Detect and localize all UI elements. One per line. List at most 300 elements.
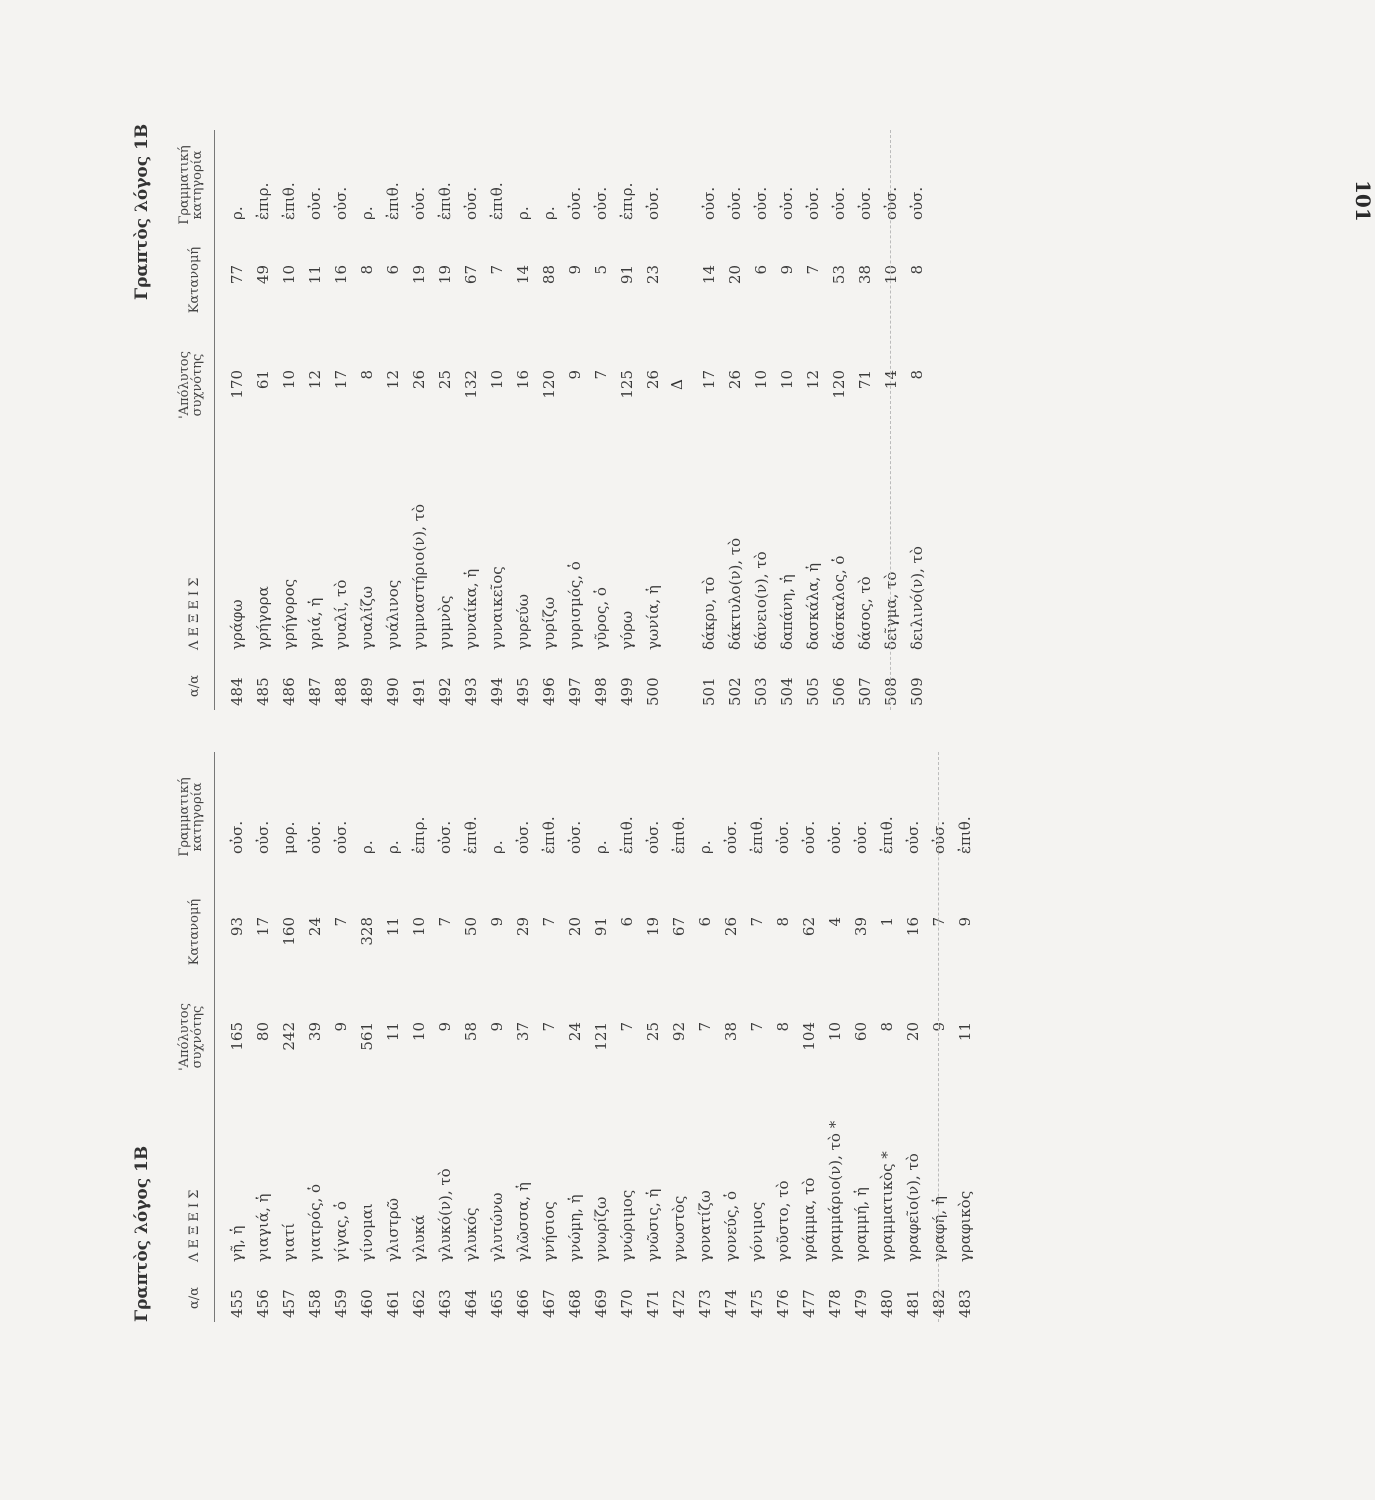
row-frequency: 165 xyxy=(228,1022,246,1051)
table-row xyxy=(718,752,744,1322)
row-number: 476 xyxy=(774,1289,792,1318)
row-number: 489 xyxy=(358,677,376,706)
row-frequency: 7 xyxy=(540,1022,558,1032)
row-distribution: 39 xyxy=(852,917,870,937)
row-word: γῆ, ἡ xyxy=(228,1225,246,1262)
row-category: ρ. xyxy=(540,206,558,220)
row-distribution: 49 xyxy=(254,265,272,285)
row-frequency: 37 xyxy=(514,1022,532,1042)
left-running-title: Γραπτὸς λόγος 1Β xyxy=(132,1145,152,1322)
table-row xyxy=(536,130,562,710)
row-word: δασκάλα, ἡ xyxy=(804,562,822,650)
row-frequency: 561 xyxy=(358,1022,376,1051)
row-number: 472 xyxy=(670,1289,688,1318)
row-number: 492 xyxy=(436,677,454,706)
row-frequency: 24 xyxy=(566,1022,584,1042)
row-distribution: 8 xyxy=(774,917,792,927)
row-number: 505 xyxy=(804,677,822,706)
row-word: γράμμα, τὸ xyxy=(800,1177,818,1262)
table-row xyxy=(692,752,718,1322)
row-word: γύρω xyxy=(618,610,636,650)
row-frequency: 60 xyxy=(852,1022,870,1042)
table-row xyxy=(224,752,250,1322)
row-distribution: 91 xyxy=(592,917,610,937)
row-frequency: 9 xyxy=(930,1022,948,1032)
row-word: γυρίζω xyxy=(540,596,558,650)
row-frequency: 242 xyxy=(280,1022,298,1051)
left-header-gram: Γραμματική κατηγορία xyxy=(177,777,205,857)
row-number: 508 xyxy=(882,677,900,706)
row-word: γῦρος, ὁ xyxy=(592,587,610,650)
row-category: οὐσ. xyxy=(514,820,532,854)
row-number: 486 xyxy=(280,677,298,706)
row-distribution: 26 xyxy=(722,917,740,937)
row-category: οὐσ. xyxy=(410,186,428,220)
row-frequency: 10 xyxy=(778,370,796,390)
row-frequency: 7 xyxy=(618,1022,636,1032)
row-frequency: 71 xyxy=(856,370,874,390)
row-frequency: 8 xyxy=(908,370,926,380)
row-frequency: 121 xyxy=(592,1022,610,1051)
row-category: ἐπιθ. xyxy=(488,182,506,220)
row-number: 458 xyxy=(306,1289,324,1318)
row-frequency: 7 xyxy=(748,1022,766,1032)
row-frequency: 38 xyxy=(722,1022,740,1042)
row-category: οὐσ. xyxy=(644,820,662,854)
table-row xyxy=(796,752,822,1322)
row-word: γοῦστο, τὸ xyxy=(774,1180,792,1262)
row-frequency: 61 xyxy=(254,370,272,390)
row-frequency: 9 xyxy=(436,1022,454,1032)
left-header-dist: Κατανομή xyxy=(187,898,202,966)
row-number: 467 xyxy=(540,1289,558,1318)
table-row xyxy=(250,752,276,1322)
row-number: 484 xyxy=(228,677,246,706)
table-row xyxy=(432,130,458,710)
row-frequency: 26 xyxy=(644,370,662,390)
row-number: 502 xyxy=(726,677,744,706)
row-distribution: 67 xyxy=(462,265,480,285)
table-row xyxy=(354,752,380,1322)
row-frequency: 58 xyxy=(462,1022,480,1042)
table-row xyxy=(484,130,510,710)
row-word: γυναίκα, ἡ xyxy=(462,568,480,650)
row-category: οὐσ. xyxy=(306,186,324,220)
row-category: ἐπιθ. xyxy=(280,182,298,220)
row-number: 490 xyxy=(384,677,402,706)
row-category: οὐσ. xyxy=(566,820,584,854)
row-category: ἐπιθ. xyxy=(540,816,558,854)
row-frequency: 20 xyxy=(904,1022,922,1042)
table-row xyxy=(826,130,852,710)
row-category: ρ. xyxy=(592,840,610,854)
row-distribution: 6 xyxy=(752,265,770,275)
row-distribution: 1 xyxy=(878,917,896,927)
table-row xyxy=(302,130,328,710)
row-frequency: 120 xyxy=(830,370,848,399)
table-row xyxy=(588,130,614,710)
row-category: ἐπιθ. xyxy=(748,816,766,854)
row-number: 462 xyxy=(410,1289,428,1318)
row-category: ρ. xyxy=(384,840,402,854)
footer-dashed-line xyxy=(938,752,940,1322)
row-frequency: 7 xyxy=(592,370,610,380)
row-word: γόνιμος xyxy=(748,1201,766,1262)
row-number: 460 xyxy=(358,1289,376,1318)
row-category: οὐσ. xyxy=(462,186,480,220)
row-distribution: 16 xyxy=(904,917,922,937)
row-number: 498 xyxy=(592,677,610,706)
row-category: ρ. xyxy=(514,206,532,220)
row-category: ρ. xyxy=(488,840,506,854)
row-distribution: 93 xyxy=(228,917,246,937)
row-number: 483 xyxy=(956,1289,974,1318)
row-distribution: 19 xyxy=(644,917,662,937)
table-row xyxy=(614,130,640,710)
row-category: οὐσ. xyxy=(826,820,844,854)
table-row xyxy=(640,752,666,1322)
table-row xyxy=(874,752,900,1322)
row-word: γυρισμός, ὁ xyxy=(566,561,584,650)
row-distribution: 67 xyxy=(670,917,688,937)
table-row xyxy=(536,752,562,1322)
row-number: 474 xyxy=(722,1289,740,1318)
row-frequency: 8 xyxy=(358,370,376,380)
row-distribution: 8 xyxy=(908,265,926,275)
table-row xyxy=(640,130,666,710)
row-word: γυρεύω xyxy=(514,593,532,650)
row-frequency: 10 xyxy=(280,370,298,390)
row-distribution: 17 xyxy=(254,917,272,937)
table-row xyxy=(380,130,406,710)
row-distribution: 11 xyxy=(384,917,402,937)
row-category: οὐσ. xyxy=(566,186,584,220)
row-number: 506 xyxy=(830,677,848,706)
row-number: 507 xyxy=(856,677,874,706)
row-word: γραφεῖο(ν), τὸ xyxy=(904,1153,922,1262)
row-frequency: 26 xyxy=(726,370,744,390)
row-frequency: 8 xyxy=(774,1022,792,1032)
row-number: 503 xyxy=(752,677,770,706)
table-row xyxy=(774,130,800,710)
table-row xyxy=(458,130,484,710)
row-word: δάκρυ, τὸ xyxy=(700,576,718,650)
row-distribution: 11 xyxy=(306,265,324,285)
row-category: ἐπιθ. xyxy=(618,816,636,854)
row-word: γρήγορος xyxy=(280,578,298,650)
right-frequency-table xyxy=(132,123,952,710)
row-category: ἐπιθ. xyxy=(878,816,896,854)
row-frequency: 16 xyxy=(514,370,532,390)
row-distribution: 6 xyxy=(618,917,636,927)
row-number: 455 xyxy=(228,1289,246,1318)
row-category: ἐπιθ. xyxy=(384,182,402,220)
row-word: γυαλί, τὸ xyxy=(332,579,350,650)
row-category: οὐσ. xyxy=(726,186,744,220)
table-row xyxy=(744,752,770,1322)
row-number: 478 xyxy=(826,1289,844,1318)
row-number: 477 xyxy=(800,1289,818,1318)
row-frequency: 170 xyxy=(228,370,246,399)
table-row xyxy=(614,752,640,1322)
row-distribution: 20 xyxy=(726,265,744,285)
table-row xyxy=(748,130,774,710)
row-word: γνήσιος xyxy=(540,1201,558,1262)
row-number: 471 xyxy=(644,1289,662,1318)
row-word: γραφή, ἡ xyxy=(930,1196,948,1262)
row-number: 485 xyxy=(254,677,272,706)
row-number: 475 xyxy=(748,1289,766,1318)
row-category: οὐσ. xyxy=(882,186,900,220)
right-header-freq: 'Απόλυτος συχνότης xyxy=(177,351,205,419)
row-number: 487 xyxy=(306,677,324,706)
row-distribution: 10 xyxy=(280,265,298,285)
row-word: γνώμη, ἡ xyxy=(566,1194,584,1262)
row-number: 497 xyxy=(566,677,584,706)
row-number: 499 xyxy=(618,677,636,706)
row-frequency: 125 xyxy=(618,370,636,399)
table-row xyxy=(458,752,484,1322)
row-number: 509 xyxy=(908,677,926,706)
row-distribution: 7 xyxy=(540,917,558,927)
row-number: 459 xyxy=(332,1289,350,1318)
left-header-num: α/α xyxy=(187,1287,202,1309)
row-frequency: 10 xyxy=(752,370,770,390)
row-distribution: 91 xyxy=(618,265,636,285)
row-distribution: 14 xyxy=(514,265,532,285)
row-category: οὐσ. xyxy=(306,820,324,854)
row-distribution: 7 xyxy=(488,265,506,275)
table-row xyxy=(406,752,432,1322)
row-number: 488 xyxy=(332,677,350,706)
row-word: γνωρίζω xyxy=(592,1196,610,1262)
row-number: 470 xyxy=(618,1289,636,1318)
row-number: 496 xyxy=(540,677,558,706)
row-word: γνώριμος xyxy=(618,1189,636,1262)
row-number: 461 xyxy=(384,1289,402,1318)
row-category: ἐπιρ. xyxy=(254,182,272,220)
row-number: 463 xyxy=(436,1289,454,1318)
table-row xyxy=(562,130,588,710)
row-number: 494 xyxy=(488,677,506,706)
row-frequency: 10 xyxy=(826,1022,844,1042)
row-word: γλυκό(ν), τὸ xyxy=(436,1168,454,1262)
row-distribution: 20 xyxy=(566,917,584,937)
row-category: οὐσ. xyxy=(228,820,246,854)
row-word: γυμναστήριο(ν), τὸ xyxy=(410,503,428,650)
section-letter-delta: Δ xyxy=(668,379,686,390)
row-category: οὐσ. xyxy=(752,186,770,220)
row-number: 465 xyxy=(488,1289,506,1318)
row-distribution: 9 xyxy=(488,917,506,927)
row-distribution: 7 xyxy=(804,265,822,275)
row-word: δάνειο(ν), τὸ xyxy=(752,551,770,650)
table-row xyxy=(302,752,328,1322)
row-distribution: 328 xyxy=(358,917,376,946)
row-word: γρήγορα xyxy=(254,586,272,650)
right-header-num: α/α xyxy=(187,675,202,697)
left-header-freq: 'Απόλυτος συχνότης xyxy=(177,1003,205,1071)
row-frequency: 9 xyxy=(332,1022,350,1032)
row-word: γνωστὸς xyxy=(670,1195,688,1262)
row-number: 473 xyxy=(696,1289,714,1318)
table-row xyxy=(276,752,302,1322)
row-category: οὐσ. xyxy=(908,186,926,220)
row-distribution: 5 xyxy=(592,265,610,275)
row-distribution: 4 xyxy=(826,917,844,927)
row-category: οὐσ. xyxy=(804,186,822,220)
table-row xyxy=(354,130,380,710)
table-row xyxy=(510,130,536,710)
row-word: γίνομαι xyxy=(358,1203,376,1262)
table-row xyxy=(276,130,302,710)
row-category: ἐπιθ. xyxy=(462,816,480,854)
row-category: οὐσ. xyxy=(332,820,350,854)
row-category: ρ. xyxy=(696,840,714,854)
right-header-word: Λ Ε Ξ Ε Ι Σ xyxy=(187,577,202,650)
row-distribution: 29 xyxy=(514,917,532,937)
row-frequency: 120 xyxy=(540,370,558,399)
row-category: οὐσ. xyxy=(856,186,874,220)
row-number: 481 xyxy=(904,1289,922,1318)
row-word: γυμνὸς xyxy=(436,595,454,650)
table-row xyxy=(848,752,874,1322)
row-category: ρ. xyxy=(228,206,246,220)
row-frequency: 11 xyxy=(384,1022,402,1042)
row-distribution: 10 xyxy=(410,917,428,937)
table-row xyxy=(900,752,926,1322)
row-frequency: 9 xyxy=(566,370,584,380)
row-word: γνῶσις, ἡ xyxy=(644,1188,662,1262)
table-row xyxy=(800,130,826,710)
row-word: γριά, ἡ xyxy=(306,597,324,650)
row-number: 468 xyxy=(566,1289,584,1318)
row-distribution: 6 xyxy=(384,265,402,275)
row-frequency: 26 xyxy=(410,370,428,390)
row-category: οὐσ. xyxy=(930,820,948,854)
row-word: γωνία, ἡ xyxy=(644,585,662,650)
row-number: 457 xyxy=(280,1289,298,1318)
footer-dashed-line xyxy=(890,130,892,710)
table-row xyxy=(406,130,432,710)
row-distribution: 19 xyxy=(410,265,428,285)
table-row xyxy=(250,130,276,710)
row-distribution: 62 xyxy=(800,917,818,937)
row-word: γονατίζω xyxy=(696,1190,714,1262)
row-word: γράφω xyxy=(228,599,246,650)
right-header-dist: Κατανομή xyxy=(187,246,202,314)
row-word: δαπάνη, ἡ xyxy=(778,574,796,650)
row-word: δειλινό(ν), τὸ xyxy=(908,546,926,650)
row-distribution: 38 xyxy=(856,265,874,285)
row-word: δάσος, τὸ xyxy=(856,576,874,650)
row-word: δάσκαλος, ὁ xyxy=(830,555,848,650)
table-row xyxy=(666,752,692,1322)
row-word: γλυκός xyxy=(462,1207,480,1262)
row-category: μορ. xyxy=(280,821,298,854)
row-distribution: 24 xyxy=(306,917,324,937)
row-category: οὐσ. xyxy=(722,820,740,854)
row-frequency: 10 xyxy=(488,370,506,390)
row-frequency: 80 xyxy=(254,1022,272,1042)
row-distribution: 8 xyxy=(358,265,376,275)
row-number: 482 xyxy=(930,1289,948,1318)
row-distribution: 7 xyxy=(436,917,454,927)
row-distribution: 14 xyxy=(700,265,718,285)
row-category: οὐσ. xyxy=(852,820,870,854)
row-word: γραμματικὸς * xyxy=(878,1151,896,1262)
row-frequency: 17 xyxy=(700,370,718,390)
row-number: 466 xyxy=(514,1289,532,1318)
table-row xyxy=(588,752,614,1322)
table-row xyxy=(822,752,848,1322)
row-word: γονεύς, ὁ xyxy=(722,1191,740,1262)
row-word: γλιστρῶ xyxy=(384,1198,402,1262)
row-category: ρ. xyxy=(358,840,376,854)
row-category: ρ. xyxy=(358,206,376,220)
row-word: γιαγιά, ἡ xyxy=(254,1193,272,1262)
row-category: ἐπιρ. xyxy=(618,182,636,220)
row-number: 500 xyxy=(644,677,662,706)
table-row xyxy=(328,752,354,1322)
row-frequency: 12 xyxy=(384,370,402,390)
right-running-title: Γραπτὸς λόγος 1Β xyxy=(132,123,152,300)
table-row xyxy=(328,130,354,710)
row-frequency: 25 xyxy=(644,1022,662,1042)
table-row xyxy=(484,752,510,1322)
page-number: 101 xyxy=(1351,180,1375,222)
row-category: οὐσ. xyxy=(254,820,272,854)
left-frequency-table xyxy=(132,752,974,1322)
row-distribution: 7 xyxy=(930,917,948,927)
row-number: 456 xyxy=(254,1289,272,1318)
row-category: οὐσ. xyxy=(436,820,454,854)
right-table-header xyxy=(174,130,215,710)
row-distribution: 23 xyxy=(644,265,662,285)
row-distribution: 9 xyxy=(778,265,796,275)
row-word: γλυκά xyxy=(410,1214,428,1262)
row-distribution: 7 xyxy=(748,917,766,927)
row-distribution: 77 xyxy=(228,265,246,285)
table-row xyxy=(510,752,536,1322)
row-word: γυαλίζω xyxy=(358,586,376,650)
row-number: 501 xyxy=(700,677,718,706)
row-word: γυναικεῖος xyxy=(488,566,506,650)
row-category: οὐσ. xyxy=(774,820,792,854)
row-frequency: 39 xyxy=(306,1022,324,1042)
row-word: γραφικὸς xyxy=(956,1190,974,1262)
row-category: ἐπιθ. xyxy=(436,182,454,220)
row-word: δάκτυλο(ν), τὸ xyxy=(726,537,744,650)
row-frequency: 92 xyxy=(670,1022,688,1042)
row-frequency: 17 xyxy=(332,370,350,390)
row-distribution: 16 xyxy=(332,265,350,285)
row-number: 469 xyxy=(592,1289,610,1318)
row-distribution: 6 xyxy=(696,917,714,927)
row-distribution: 9 xyxy=(566,265,584,275)
row-distribution: 50 xyxy=(462,917,480,937)
table-row xyxy=(432,752,458,1322)
row-category: οὐσ. xyxy=(904,820,922,854)
row-word: γιατί xyxy=(280,1222,298,1262)
row-number: 479 xyxy=(852,1289,870,1318)
table-row xyxy=(952,752,978,1322)
left-table-header xyxy=(174,752,215,1322)
row-frequency: 12 xyxy=(306,370,324,390)
row-distribution: 10 xyxy=(882,265,900,285)
row-frequency: 25 xyxy=(436,370,454,390)
row-frequency: 104 xyxy=(800,1022,818,1051)
